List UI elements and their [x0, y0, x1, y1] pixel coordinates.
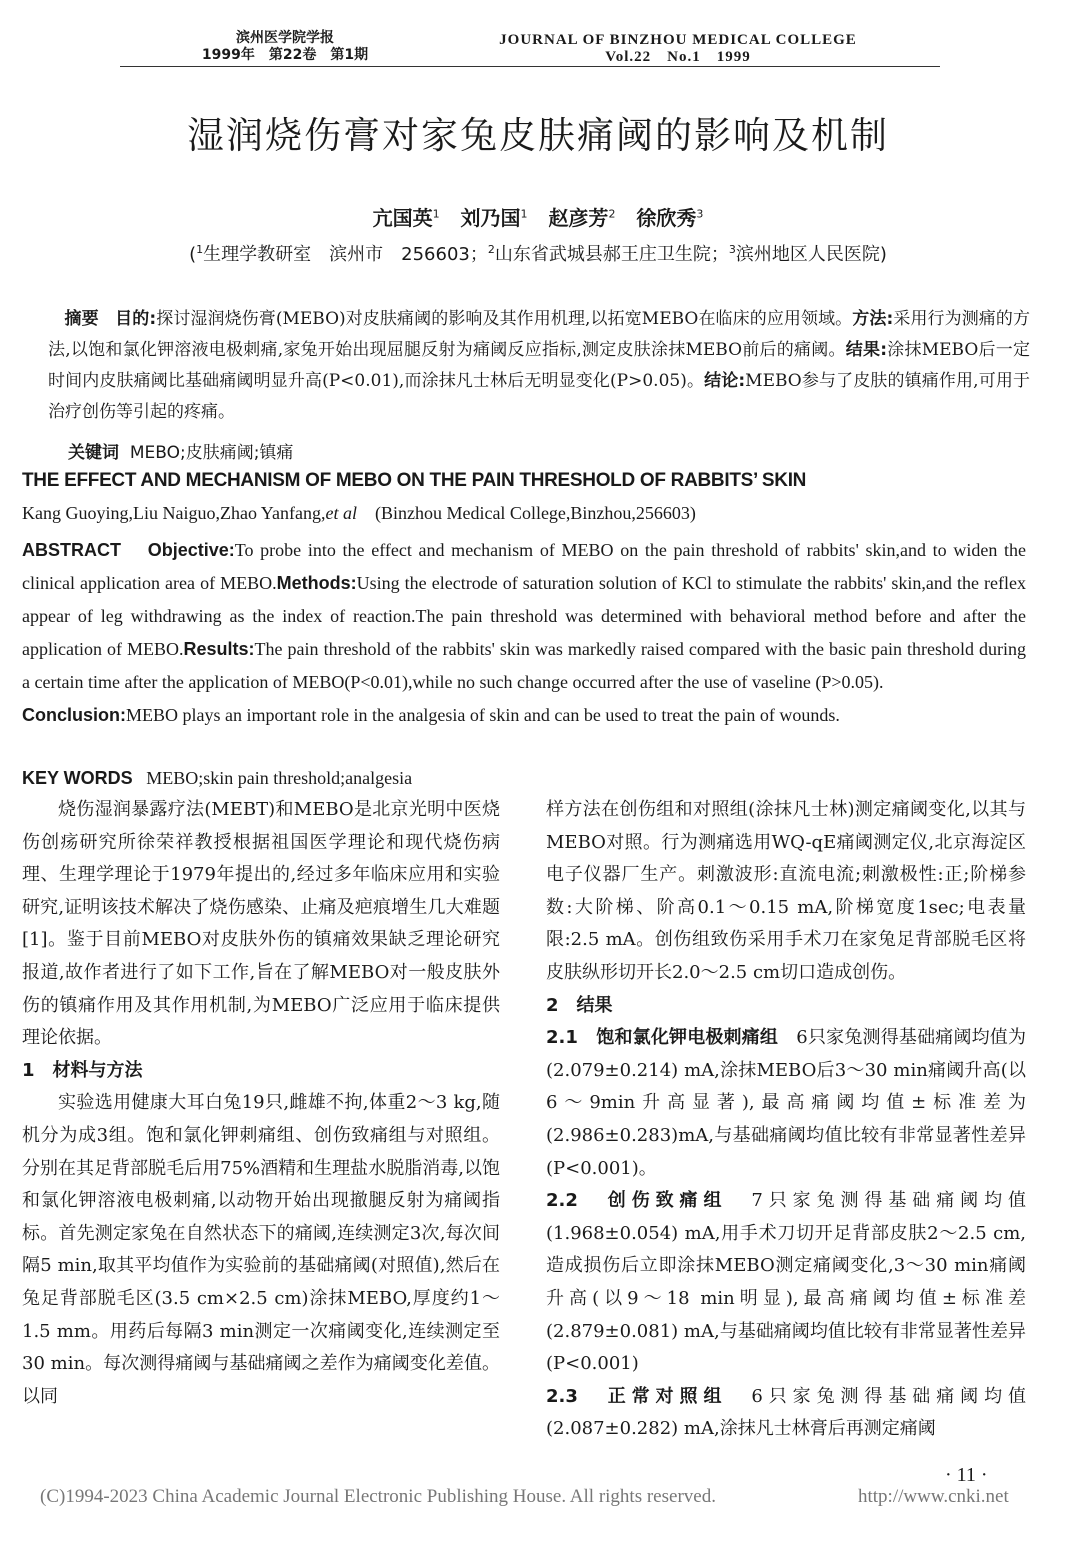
body-column-right [546, 794, 1026, 1446]
copyright-text: (C)1994-2023 China Academic Journal Electronic Publishing House. All rights reserved. [40, 1486, 716, 1507]
methods-paragraph: 实验选用健康大耳白兔19只,雌雄不拘,体重2～3 kg,随机分为成3组。饱和氯化钾刺痛组、创伤致痛组与对照组。分别在其足背部脱毛后用75%酒精和生理盐水脱脂消毒,以饱和氯化钾溶液电极刺痛,以动物开始出现撤腿反射为痛阈指标。首先测定家兔在自然状态下的痛阈,连续测定3次,每次间隔5 min,取其平均值作为实验前的基础痛阈(对照值),然后在兔足背部脱毛区(3.5 cm×2.5 cm)涂抹MEBO,厚度约1～1.5 mm。用药后每隔3 min测定一次痛阈变化,连续测定至30 min。每次测得痛阈与基础痛阈之差作为痛阈变化差值。以同 [22, 1092, 500, 1407]
result-paragraph: 2.1 饱和氯化钾电极刺痛组 6只家兔测得基础痛阈均值为(2.079±0.214) mA,涂抹MEBO后3～30 min痛阈升高(以6～9min升高显著),最高痛阈均值±标准差为(2.986±0.283)mA,与基础痛阈均值比较有非常显著性差异(P<0.001)。 [546, 1027, 1026, 1179]
keywords-en-text: MEBO;skin pain threshold;analgesia [146, 768, 413, 788]
results-text: The pain threshold of the rabbits' skin was markedly raised compared with the basic pain threshold during a certain time after the application of MEBO(P<0.01),while no such change occurred after the use of vaseline (P>0.05). [22, 639, 1026, 692]
conclusion-en-label: Conclusion: [22, 705, 126, 725]
journal-header-cn [170, 30, 400, 64]
paper-title: 湿润烧伤膏对家兔皮肤痛阈的影响及机制 [187, 114, 889, 157]
abstract-cn [48, 304, 1030, 428]
abstract-en-label: ABSTRACT [22, 540, 121, 560]
page-number: · 11 · [945, 1464, 988, 1486]
keywords-en [22, 768, 412, 789]
body-column-left [22, 794, 500, 1413]
conclusion-label: 结论: [704, 371, 746, 391]
issue-info-cn: 1999年 第22卷 第1期 [201, 47, 369, 63]
author: 刘乃国$^1$ [460, 206, 528, 230]
keywords-cn [68, 438, 293, 463]
result-paragraph: 2.2 创伤致痛组 7只家兔测得基础痛阈均值(1.968±0.054) mA,用手术刀切开足背部皮肤2～2.5 cm,造成损伤后立即涂抹MEBO测定痛阈变化,3～30 min痛阈升高(以9～18 min明显),最高痛阈均值±标准差(2.879±0.081) mA,与基础痛阈均值比较有非常显著性差异(P<0.001) [546, 1190, 1027, 1375]
keywords-en-label: KEY WORDS [22, 768, 133, 788]
journal-name-en: JOURNAL OF BINZHOU MEDICAL COLLEGE [499, 32, 857, 48]
keywords-label: 关键词 [68, 443, 119, 463]
author: 赵彦芳$^2$ [548, 206, 616, 230]
methods-label: Methods: [276, 573, 357, 593]
journal-name-cn: 滨州医学院学报 [236, 30, 334, 46]
purpose-text: 探讨湿润烧伤膏(MEBO)对皮肤痛阈的影响及其作用机理,以拓宽MEBO在临床的应用领域。 [156, 309, 853, 329]
methods-continued: 样方法在创伤组和对照组(涂抹凡士林)测定痛阈变化,以其与MEBO对照。行为测痛选用WQ-qE痛阈测定仪,北京海淀区电子仪器厂生产。刺激波形:直流电流;刺激极性:正;阶梯参数:大阶梯、阶高0.1～0.15 mA,阶梯宽度1sec;电表量限:2.5 mA。创伤组致伤采用手术刀在家兔足背部脱毛区将皮肤纵形切开长2.0～2.5 cm切口造成创伤。 [546, 799, 1026, 983]
conclusion-text: MEBO参与了皮肤的镇痛作用,可用于治疗创伤等引起的疼痛。 [48, 371, 1030, 422]
abstract-label: 摘要 [64, 309, 99, 329]
author-list [0, 202, 1076, 231]
section-heading: 2 结果 [546, 994, 613, 1016]
author: 亢国英$^1$ [372, 206, 440, 230]
cnki-link[interactable]: http://www.cnki.net [858, 1486, 1009, 1507]
results-label: Results: [183, 639, 255, 659]
methods-text: Using the electrode of saturation solution of KCl to stimulate the rabbits' skin,and the reflex appear of leg withdrawing as the index of reaction.The pain threshold was determined with behavioral method before and after the application of MEBO. [22, 573, 1026, 659]
author: 徐欣秀$^3$ [636, 206, 704, 230]
abstract-en [22, 534, 1026, 732]
issue-info-en: Vol.22 No.1 1999 [605, 49, 751, 65]
method-text: 采用行为测痛的方法,以饱和氯化钾溶液电极刺痛,家兔开始出现屈腿反射为痛阈反应指标,测定皮肤涂抹MEBO前后的痛阈。 [48, 309, 1030, 360]
paper-title-en: THE EFFECT AND MECHANISM OF MEBO ON THE PAIN THRESHOLD OF RABBITS’ SKIN [22, 470, 807, 491]
objective-label: Objective: [147, 540, 235, 560]
journal-header-en [468, 32, 888, 66]
purpose-label: 目的: [115, 309, 157, 329]
keywords-text: MEBO;皮肤痛阈;镇痛 [129, 443, 294, 463]
section-heading: 1 材料与方法 [22, 1059, 143, 1081]
affiliations: ($^1$生理学教研室 滨州市 256603；$^2$山东省武城县郝王庄卫生院；$^3$滨州地区人民医院) [189, 243, 887, 265]
result-text: 涂抹MEBO后一定时间内皮肤痛阈比基础痛阈明显升高(P<0.01),而涂抹凡士林后无明显变化(P>0.05)。 [48, 340, 1030, 391]
header-rule [120, 66, 940, 67]
conclusion-en-text: MEBO plays an important role in the analgesia of skin and can be used to treat the pain of wounds. [126, 705, 840, 725]
result-paragraph: 2.3 正常对照组 6只家兔测得基础痛阈均值(2.087±0.282) mA,涂抹凡士林膏后再测定痛阈 [546, 1385, 1027, 1440]
method-label: 方法: [852, 309, 894, 329]
objective-text: To probe into the effect and mechanism of MEBO on the pain threshold of rabbits' skin,and to widen the clinical application area of MEBO. [22, 540, 1027, 593]
authors-en: Kang Guoying,Liu Naiguo,Zhao Yanfang,et al (Binzhou Medical College,Binzhou,256603) [22, 503, 696, 523]
intro-paragraph: 烧伤湿润暴露疗法(MEBT)和MEBO是北京光明中医烧伤创疡研究所徐荣祥教授根据祖国医学理论和现代烧伤病理、生理学理论于1979年提出的,经过多年临床应用和实验研究,证明该技术解决了烧伤感染、止痛及疤痕增生几大难题[1]。鉴于目前MEBO对皮肤外伤的镇痛效果缺乏理论研究报道,故作者进行了如下工作,旨在了解MEBO对一般皮肤外伤的镇痛作用及其作用机制,为MEBO广泛应用于临床提供理论依据。 [22, 799, 500, 1049]
result-label: 结果: [845, 340, 887, 360]
